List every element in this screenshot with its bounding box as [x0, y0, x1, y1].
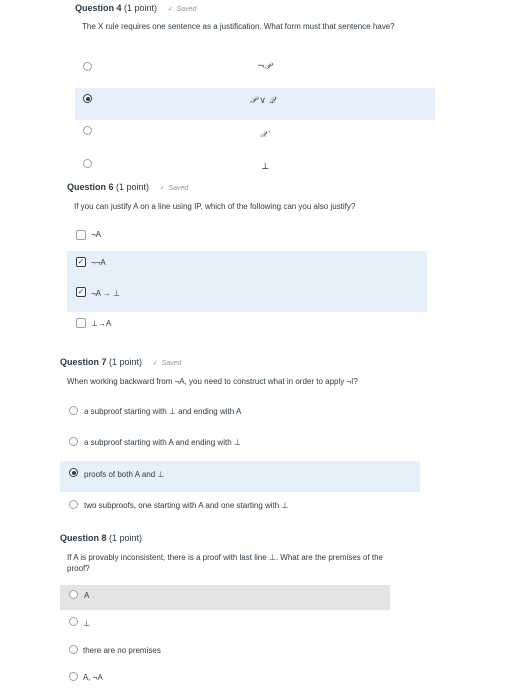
saved-label: Saved — [176, 6, 197, 13]
option-label: two subproofs, one starting with A and one starting with ⊥ — [84, 501, 289, 510]
q4-option-2[interactable] — [75, 122, 435, 147]
question-4-points: (1 point) — [124, 3, 158, 13]
q8-option-3[interactable] — [60, 668, 390, 690]
radio-button-selected[interactable] — [69, 468, 78, 477]
radio-button[interactable] — [69, 406, 78, 415]
radio-button[interactable] — [83, 126, 92, 135]
checkbox-checked[interactable] — [76, 257, 86, 267]
question-7-points: (1 point) — [109, 357, 143, 367]
saved-label: Saved — [168, 185, 189, 192]
checkbox-checked[interactable] — [76, 287, 86, 297]
radio-button[interactable] — [83, 159, 92, 168]
option-label: 𝒫 ∨ 𝒬 — [250, 96, 276, 106]
q4-option-3[interactable] — [75, 155, 435, 180]
saved-label: Saved — [161, 360, 182, 367]
option-label: ⊥→A — [91, 319, 112, 328]
option-label: ¬𝒫 — [257, 62, 272, 72]
option-label: ¬A — [91, 230, 102, 239]
check-icon: ✓ — [159, 185, 166, 192]
question-6-saved-status — [160, 185, 189, 192]
q7-option-2[interactable] — [60, 461, 420, 492]
question-8-points: (1 point) — [109, 533, 143, 543]
q8-option-0[interactable] — [60, 585, 390, 610]
q8-option-1[interactable] — [60, 614, 390, 636]
q7-option-3[interactable] — [60, 495, 420, 517]
q8-option-2[interactable] — [60, 641, 390, 663]
checkbox[interactable] — [76, 318, 86, 328]
radio-button[interactable] — [83, 62, 92, 71]
q4-option-0[interactable] — [75, 55, 435, 80]
q6-option-0[interactable] — [67, 224, 427, 246]
q6-option-3[interactable] — [67, 313, 427, 335]
q6-selected-group — [67, 251, 427, 312]
q4-option-1[interactable] — [75, 88, 435, 120]
check-icon: ✓ — [152, 360, 159, 367]
q7-option-0[interactable] — [60, 401, 420, 423]
checkmark-icon: ✓ — [77, 257, 85, 266]
question-8-text: If A is provably inconsistent, there is a proof with last line ⊥. What are the premises of the proof? — [67, 553, 384, 573]
check-icon: ✓ — [167, 6, 174, 13]
question-7-title: Question 7 — [60, 357, 107, 367]
question-7-text: When working backward from ¬A, you need to construct what in order to apply ¬I? — [67, 377, 358, 386]
option-label: ⊥ — [83, 619, 90, 628]
option-label: a subproof starting with ⊥ and ending with A — [84, 407, 242, 416]
option-label: ¬¬A — [91, 258, 106, 267]
option-label: there are no premises — [83, 646, 161, 655]
radio-button[interactable] — [69, 617, 78, 626]
option-label: 𝒳 — [260, 130, 268, 140]
question-6-points: (1 point) — [116, 182, 150, 192]
question-7-saved-status — [153, 360, 182, 367]
option-label: a subproof starting with A and ending with ⊥ — [84, 438, 241, 447]
option-label: proofs of both A and ⊥ — [84, 470, 165, 479]
option-label: ¬A → ⊥ — [91, 289, 120, 298]
question-8-header — [60, 533, 142, 543]
question-4-saved-status — [168, 6, 197, 13]
q6-option-2[interactable] — [67, 281, 427, 309]
radio-button-selected[interactable] — [83, 94, 92, 103]
q7-option-1[interactable] — [60, 432, 420, 454]
question-4-text: The X rule requires one sentence as a justification. What form must that sentence have? — [82, 22, 395, 31]
radio-button[interactable] — [69, 500, 78, 509]
question-6-title: Question 6 — [67, 182, 114, 192]
checkmark-icon: ✓ — [77, 287, 85, 296]
q6-option-1[interactable] — [67, 251, 427, 279]
radio-button[interactable] — [69, 437, 78, 446]
checkbox[interactable] — [76, 230, 86, 240]
question-8-title: Question 8 — [60, 533, 107, 543]
question-6-text: If you can justify A on a line using IP, which of the following can you also justify? — [74, 202, 356, 211]
question-6-header — [67, 182, 188, 192]
option-label: A — [84, 591, 90, 600]
question-4-title: Question 4 — [75, 3, 122, 13]
option-label: ⊥ — [261, 162, 270, 172]
radio-button[interactable] — [69, 590, 78, 599]
radio-button[interactable] — [69, 645, 78, 654]
question-4-header — [75, 3, 196, 13]
question-7-header — [60, 357, 181, 367]
option-label: A, ¬A — [83, 673, 103, 682]
radio-button[interactable] — [69, 672, 78, 681]
